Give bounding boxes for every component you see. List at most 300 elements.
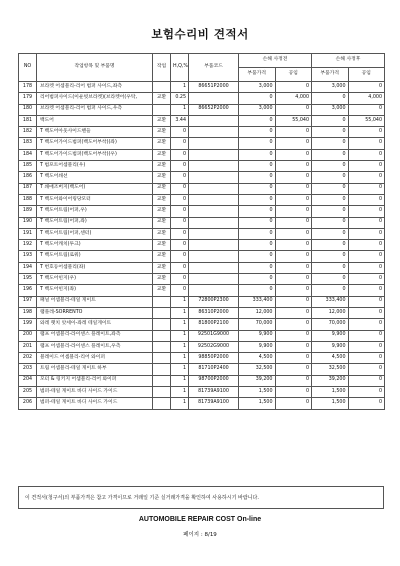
row-after-labor: 0: [348, 149, 385, 160]
row-after-labor: 0: [348, 398, 385, 409]
row-after-labor: 0: [348, 387, 385, 398]
row-before-parts-price: 1,500: [239, 398, 276, 409]
row-part-code: 98850P2000: [189, 353, 239, 364]
header-work: 작업: [153, 54, 171, 82]
row-work-type: 교환: [153, 217, 171, 228]
row-after-labor: 0: [348, 127, 385, 138]
row-before-labor: 0: [275, 274, 312, 285]
row-item-name: T 백도어쇄션: [37, 172, 153, 183]
row-part-code: [189, 161, 239, 172]
row-no: 193: [19, 251, 37, 262]
table-row: [19, 319, 385, 330]
row-quantity: 0: [171, 240, 189, 251]
row-before-parts-price: 0: [239, 251, 276, 262]
row-work-type: [153, 398, 171, 409]
row-before-parts-price: 0: [239, 194, 276, 205]
table-row: [19, 375, 385, 386]
row-work-type: 교환: [153, 262, 171, 273]
page-title: 보험수리비 견적서: [151, 27, 249, 41]
row-after-labor: 0: [348, 364, 385, 375]
row-before-parts-price: 0: [239, 127, 276, 138]
row-part-code: 81739A9100: [189, 387, 239, 398]
row-item-name: 램프 어셈블리-라이센스 플레이트,우측: [37, 341, 153, 352]
row-item-name: 패널 어셈블리-테일 게이트: [37, 296, 153, 307]
row-after-labor: 0: [348, 285, 385, 296]
header-before-parts: 부품가격: [239, 68, 276, 82]
row-quantity: 0: [171, 285, 189, 296]
row-before-labor: 0: [275, 228, 312, 239]
row-part-code: 86651P2000: [189, 82, 239, 93]
row-before-labor: 0: [275, 296, 312, 307]
row-after-parts-price: 9,900: [312, 341, 349, 352]
row-after-parts-price: 0: [312, 274, 349, 285]
row-item-name: T 백도어힌지(우): [37, 274, 153, 285]
row-quantity: 0: [171, 206, 189, 217]
row-after-labor: 0: [348, 296, 385, 307]
row-part-code: [189, 217, 239, 228]
row-after-labor: 0: [348, 353, 385, 364]
row-before-parts-price: 0: [239, 93, 276, 104]
row-no: 194: [19, 262, 37, 273]
row-item-name: 백도어: [37, 115, 153, 126]
row-part-code: [189, 251, 239, 262]
row-item-name: T 백도어트림(어퍼,우): [37, 206, 153, 217]
header-before-group: 손해 사정전: [239, 54, 312, 68]
row-part-code: [189, 274, 239, 285]
row-part-code: [189, 262, 239, 273]
row-quantity: 1: [171, 398, 189, 409]
row-after-parts-price: 0: [312, 161, 349, 172]
row-after-labor: 0: [348, 341, 385, 352]
row-no: 205: [19, 387, 37, 398]
row-after-parts-price: 0: [312, 262, 349, 273]
estimate-table: [18, 53, 385, 410]
row-before-labor: 0: [275, 194, 312, 205]
row-before-parts-price: 32,500: [239, 364, 276, 375]
row-item-name: T 쇄애조버지(백도어): [37, 183, 153, 194]
row-before-labor: 0: [275, 172, 312, 183]
row-before-labor: 55,040: [275, 115, 312, 126]
row-no: 182: [19, 127, 37, 138]
row-part-code: [189, 172, 239, 183]
row-after-labor: 0: [348, 251, 385, 262]
row-after-labor: 0: [348, 274, 385, 285]
row-work-type: 교환: [153, 138, 171, 149]
row-no: 179: [19, 93, 37, 104]
row-part-code: [189, 93, 239, 104]
row-after-labor: 4,000: [348, 93, 385, 104]
header-name: 작업항목 및 부품명: [37, 54, 153, 82]
header-code: 부품코드: [189, 54, 239, 82]
row-part-code: 81800P2100: [189, 319, 239, 330]
page-number: 페이지 : 8/19: [183, 532, 217, 538]
row-after-parts-price: 0: [312, 183, 349, 194]
row-before-parts-price: 0: [239, 183, 276, 194]
row-before-labor: 0: [275, 251, 312, 262]
row-before-labor: 0: [275, 217, 312, 228]
row-no: 184: [19, 149, 37, 160]
row-after-labor: 0: [348, 172, 385, 183]
row-before-labor: 0: [275, 206, 312, 217]
row-before-labor: 0: [275, 161, 312, 172]
row-before-labor: 0: [275, 149, 312, 160]
price-notice: [18, 486, 384, 509]
header-after-parts: 부품가격: [312, 68, 349, 82]
row-after-parts-price: 0: [312, 251, 349, 262]
table-row: [19, 104, 385, 115]
table-row: [19, 115, 385, 126]
row-item-name: 램프 어셈블리-라이센스 플레이트,좌측: [37, 330, 153, 341]
row-work-type: 교환: [153, 194, 171, 205]
row-part-code: 92502G9000: [189, 341, 239, 352]
row-work-type: [153, 353, 171, 364]
row-no: 203: [19, 364, 37, 375]
row-item-name: T 백도어가이드범퍼(백도어부착)(우): [37, 149, 153, 160]
row-before-parts-price: 0: [239, 138, 276, 149]
row-part-code: [189, 285, 239, 296]
row-after-parts-price: 0: [312, 194, 349, 205]
row-before-parts-price: 0: [239, 149, 276, 160]
row-before-parts-price: 70,000: [239, 319, 276, 330]
table-row: [19, 206, 385, 217]
price-notice-text: 이 견적서(청구서)의 부품가격은 참고 가격이므로 거래일 기준 실거래가격을 확인하여 사용하시기 바랍니다.: [25, 495, 259, 501]
row-after-parts-price: 0: [312, 285, 349, 296]
table-row: [19, 398, 385, 409]
row-no: 196: [19, 285, 37, 296]
row-quantity: 0: [171, 172, 189, 183]
row-before-labor: 0: [275, 240, 312, 251]
row-item-name: T 백도어힌지(좌): [37, 285, 153, 296]
row-quantity: 0: [171, 161, 189, 172]
row-work-type: 교환: [153, 285, 171, 296]
row-after-parts-price: 0: [312, 228, 349, 239]
row-work-type: [153, 387, 171, 398]
row-no: 199: [19, 319, 37, 330]
row-quantity: 0: [171, 262, 189, 273]
table-row: [19, 240, 385, 251]
row-before-labor: 0: [275, 285, 312, 296]
row-no: 204: [19, 375, 37, 386]
row-item-name: 범퍼-테일 게이트 바디 사이드 가이드: [37, 398, 153, 409]
row-after-labor: 0: [348, 104, 385, 115]
row-after-labor: 0: [348, 183, 385, 194]
row-quantity: 1: [171, 104, 189, 115]
header-before-labor: 공임: [275, 68, 312, 82]
row-item-name: 범퍼-테일 게이트 바디 사이드 가이드: [37, 387, 153, 398]
row-part-code: 81739A9100: [189, 398, 239, 409]
row-after-parts-price: 1,500: [312, 398, 349, 409]
row-item-name: T 백도어가이드범퍼(백도어부착)(좌): [37, 138, 153, 149]
row-work-type: 교환: [153, 115, 171, 126]
table-row: [19, 251, 385, 262]
table-row: [19, 307, 385, 318]
row-no: 181: [19, 115, 37, 126]
row-before-labor: 0: [275, 307, 312, 318]
row-before-labor: 0: [275, 398, 312, 409]
footer-title: AUTOMOBILE REPAIR COST On-line: [138, 516, 262, 523]
row-item-name: 블레이드 어셈블리-리어 와이퍼: [37, 353, 153, 364]
row-item-name: 브라켓 어셈블리-리어 범퍼 사이드,우측: [37, 104, 153, 115]
row-work-type: 교환: [153, 251, 171, 262]
row-after-parts-price: 0: [312, 206, 349, 217]
row-after-labor: 0: [348, 228, 385, 239]
row-quantity: 1: [171, 296, 189, 307]
row-work-type: 교환: [153, 149, 171, 160]
header-after-labor: 공임: [348, 68, 385, 82]
table-row: [19, 161, 385, 172]
row-before-labor: 0: [275, 82, 312, 93]
row-before-labor: 0: [275, 183, 312, 194]
row-quantity: 0: [171, 217, 189, 228]
header-after-group: 손해 사정후: [312, 54, 385, 68]
row-no: 206: [19, 398, 37, 409]
row-before-labor: 0: [275, 330, 312, 341]
table-row: [19, 330, 385, 341]
row-no: 202: [19, 353, 37, 364]
row-after-parts-price: 1,500: [312, 387, 349, 398]
row-item-name: 모터 & 링키지 어셈블리-리어 와이퍼: [37, 375, 153, 386]
row-before-parts-price: 39,200: [239, 375, 276, 386]
row-before-labor: 0: [275, 262, 312, 273]
row-quantity: 0: [171, 149, 189, 160]
table-row: [19, 296, 385, 307]
row-after-labor: 0: [348, 307, 385, 318]
row-before-parts-price: 0: [239, 274, 276, 285]
row-after-labor: 0: [348, 161, 385, 172]
row-item-name: T 백도어트림(로워): [37, 251, 153, 262]
row-part-code: [189, 138, 239, 149]
row-item-name: T 번호등어셈블리(좌): [37, 262, 153, 273]
table-row: [19, 149, 385, 160]
table-row: [19, 387, 385, 398]
row-after-labor: 0: [348, 375, 385, 386]
row-no: 198: [19, 307, 37, 318]
row-work-type: 교환: [153, 240, 171, 251]
row-after-labor: 0: [348, 262, 385, 273]
table-row: [19, 364, 385, 375]
row-after-parts-price: 0: [312, 217, 349, 228]
row-quantity: 0: [171, 251, 189, 262]
row-before-parts-price: 9,900: [239, 341, 276, 352]
row-quantity: 0: [171, 138, 189, 149]
row-before-parts-price: 333,400: [239, 296, 276, 307]
row-after-labor: 55,040: [348, 115, 385, 126]
row-part-code: 86310P2000: [189, 307, 239, 318]
row-after-parts-price: 39,200: [312, 375, 349, 386]
row-before-parts-price: 9,900: [239, 330, 276, 341]
row-after-parts-price: 0: [312, 93, 349, 104]
row-quantity: 0.25: [171, 93, 189, 104]
row-work-type: [153, 307, 171, 318]
row-before-labor: 0: [275, 104, 312, 115]
row-part-code: [189, 228, 239, 239]
row-before-labor: 0: [275, 341, 312, 352]
row-part-code: [189, 115, 239, 126]
row-no: 200: [19, 330, 37, 341]
row-work-type: [153, 330, 171, 341]
row-after-parts-price: 32,500: [312, 364, 349, 375]
row-no: 201: [19, 341, 37, 352]
row-no: 189: [19, 206, 37, 217]
row-after-parts-price: 0: [312, 172, 349, 183]
table-row: [19, 285, 385, 296]
table-row: [19, 172, 385, 183]
row-no: 186: [19, 172, 37, 183]
row-part-code: [189, 194, 239, 205]
row-no: 195: [19, 274, 37, 285]
table-row: [19, 353, 385, 364]
row-before-labor: 0: [275, 375, 312, 386]
row-before-labor: 0: [275, 387, 312, 398]
row-no: 192: [19, 240, 37, 251]
row-quantity: 0: [171, 228, 189, 239]
row-after-labor: 0: [348, 206, 385, 217]
row-item-name: T 백도어아웃사이드핸들: [37, 127, 153, 138]
row-work-type: [153, 104, 171, 115]
row-part-code: [189, 206, 239, 217]
row-quantity: 1: [171, 341, 189, 352]
row-before-labor: 0: [275, 138, 312, 149]
row-work-type: [153, 319, 171, 330]
row-item-name: 트림 어셈블리-테일 게이트 하부: [37, 364, 153, 375]
table-row: [19, 194, 385, 205]
row-work-type: 교환: [153, 172, 171, 183]
row-work-type: [153, 82, 171, 93]
table-row: [19, 82, 385, 93]
table-row: [19, 262, 385, 273]
row-no: 191: [19, 228, 37, 239]
header-qty: H,Q,%: [171, 54, 189, 82]
row-part-code: [189, 183, 239, 194]
row-before-labor: 0: [275, 353, 312, 364]
row-after-parts-price: 0: [312, 240, 349, 251]
row-after-parts-price: 333,400: [312, 296, 349, 307]
row-no: 180: [19, 104, 37, 115]
row-quantity: 1: [171, 387, 189, 398]
row-after-labor: 0: [348, 319, 385, 330]
table-row: [19, 93, 385, 104]
row-before-labor: 0: [275, 127, 312, 138]
row-after-labor: 0: [348, 217, 385, 228]
row-part-code: [189, 149, 239, 160]
row-no: 185: [19, 161, 37, 172]
row-work-type: 교환: [153, 183, 171, 194]
row-item-name: 브라켓 어셈블리-리어 범퍼 사이드,좌측: [37, 82, 153, 93]
row-item-name: T 백도어캐치(투크): [37, 240, 153, 251]
row-no: 183: [19, 138, 37, 149]
row-before-parts-price: 3,000: [239, 104, 276, 115]
row-quantity: 0: [171, 127, 189, 138]
row-work-type: 교환: [153, 161, 171, 172]
row-before-labor: 0: [275, 364, 312, 375]
row-quantity: 1: [171, 319, 189, 330]
row-after-labor: 0: [348, 82, 385, 93]
row-quantity: 1: [171, 353, 189, 364]
row-after-parts-price: 0: [312, 138, 349, 149]
row-before-labor: 0: [275, 319, 312, 330]
row-no: 188: [19, 194, 37, 205]
row-part-code: 92501G9000: [189, 330, 239, 341]
row-no: 187: [19, 183, 37, 194]
row-after-parts-price: 4,500: [312, 353, 349, 364]
row-quantity: 1: [171, 375, 189, 386]
row-work-type: 교환: [153, 228, 171, 239]
row-item-name: 와레 랫치 앗세이-좌레 테일게이트: [37, 319, 153, 330]
row-work-type: 교환: [153, 206, 171, 217]
row-before-parts-price: 1,500: [239, 387, 276, 398]
row-after-parts-price: 70,000: [312, 319, 349, 330]
row-work-type: [153, 375, 171, 386]
row-no: 197: [19, 296, 37, 307]
row-after-parts-price: 9,900: [312, 330, 349, 341]
row-work-type: [153, 364, 171, 375]
row-work-type: 교환: [153, 274, 171, 285]
row-item-name: 리어범퍼사이드(이운빗브라켓)(브라켓어(우탁,: [37, 93, 153, 104]
row-after-parts-price: 3,000: [312, 82, 349, 93]
row-before-parts-price: 0: [239, 217, 276, 228]
header-no: NO: [19, 54, 37, 82]
table-body: [19, 82, 385, 410]
row-after-labor: 0: [348, 138, 385, 149]
row-work-type: [153, 296, 171, 307]
row-quantity: 1: [171, 307, 189, 318]
table-row: [19, 217, 385, 228]
table-row: [19, 274, 385, 285]
row-after-parts-price: 0: [312, 149, 349, 160]
row-quantity: 1: [171, 330, 189, 341]
row-after-labor: 0: [348, 330, 385, 341]
table-row: [19, 127, 385, 138]
row-quantity: 1: [171, 82, 189, 93]
row-quantity: 1: [171, 364, 189, 375]
row-part-code: [189, 240, 239, 251]
row-before-parts-price: 0: [239, 172, 276, 183]
row-after-labor: 0: [348, 194, 385, 205]
row-work-type: 교환: [153, 127, 171, 138]
row-item-name: T 범포트어셈블리(우): [37, 161, 153, 172]
row-before-labor: 4,000: [275, 93, 312, 104]
row-before-parts-price: 0: [239, 206, 276, 217]
row-before-parts-price: 0: [239, 262, 276, 273]
row-quantity: 0: [171, 194, 189, 205]
row-work-type: [153, 341, 171, 352]
row-after-parts-price: 0: [312, 127, 349, 138]
row-before-parts-price: 3,000: [239, 82, 276, 93]
row-before-parts-price: 0: [239, 161, 276, 172]
row-after-labor: 0: [348, 240, 385, 251]
row-no: 178: [19, 82, 37, 93]
row-item-name: T 백도어트림(어퍼,센터): [37, 228, 153, 239]
row-after-parts-price: 12,000: [312, 307, 349, 318]
row-item-name: 램플레-SORRENTO: [37, 307, 153, 318]
row-work-type: 교환: [153, 93, 171, 104]
row-before-parts-price: 0: [239, 115, 276, 126]
row-before-parts-price: 0: [239, 285, 276, 296]
row-after-parts-price: 0: [312, 115, 349, 126]
row-after-parts-price: 3,000: [312, 104, 349, 115]
row-before-parts-price: 12,000: [239, 307, 276, 318]
table-row: [19, 341, 385, 352]
row-before-parts-price: 4,500: [239, 353, 276, 364]
row-no: 190: [19, 217, 37, 228]
row-quantity: 0: [171, 274, 189, 285]
row-part-code: 81710P2400: [189, 364, 239, 375]
row-part-code: [189, 127, 239, 138]
row-part-code: 72800P2300: [189, 296, 239, 307]
table-row: [19, 183, 385, 194]
row-before-parts-price: 0: [239, 228, 276, 239]
table-row: [19, 138, 385, 149]
